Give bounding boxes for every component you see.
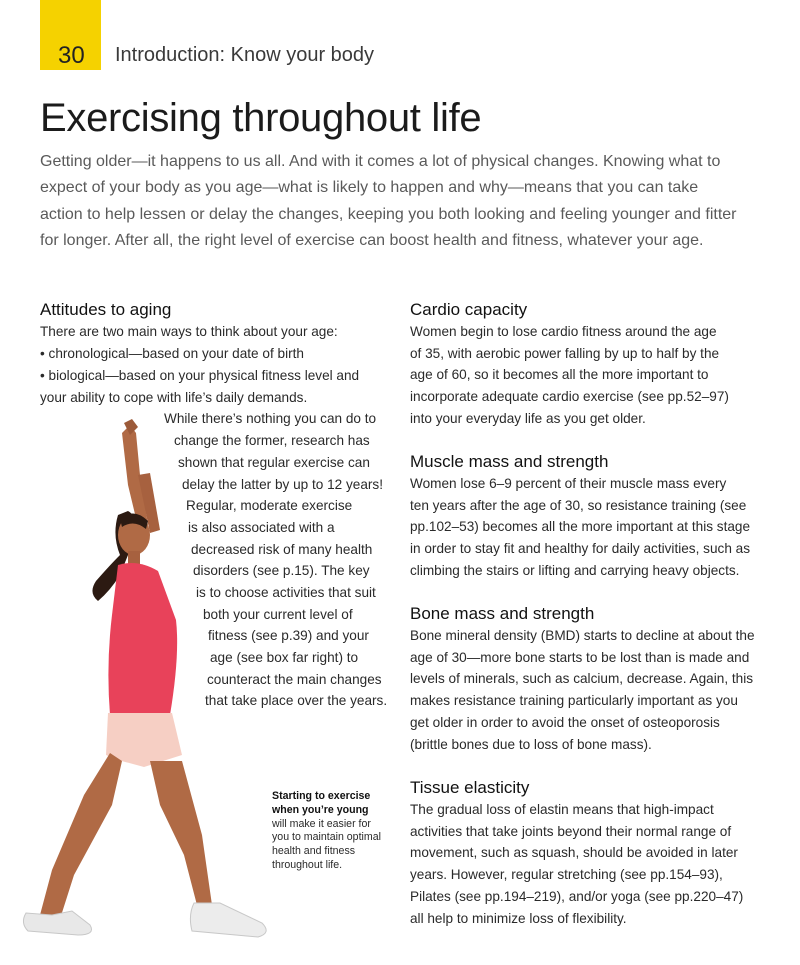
wrap-line: change the former, research has [174, 433, 370, 448]
caption-bold-line: Starting to exercise [272, 790, 371, 802]
wrap-line: is also associated with a [188, 520, 335, 535]
intro-paragraph [40, 149, 770, 254]
wrap-line: fitness (see p.39) and your [208, 628, 369, 643]
wrap-line: that take place over the years. [205, 693, 388, 708]
wrap-line: both your current level of [203, 607, 353, 622]
page-title: Exercising throughout life [40, 96, 482, 140]
wrap-line: age (see box far right) to [210, 650, 359, 665]
intro-line: Getting older—it happens to us all. And with it comes a lot of physical changes. Knowing what to [40, 153, 721, 170]
cardio-line: age of 60, so it becomes all the more important to [410, 367, 709, 383]
bone-line: makes resistance training particularly important as you [410, 693, 738, 709]
tissue-line: all help to minimize loss of flexibility. [410, 910, 627, 926]
cardio-line: incorporate adequate cardio exercise (see pp.52–97) [410, 389, 729, 405]
caption-line: you to maintain optimal [272, 831, 381, 844]
cardio-line: into your everyday life as you get older. [410, 410, 646, 426]
caption-bold-line: when you’re young [272, 803, 369, 816]
wrap-line: delay the latter by up to 12 years! [182, 477, 384, 492]
tissue-line: years. However, regular stretching (see pp.154–93), [410, 867, 723, 883]
bone-line: (brittle bones due to loss of bone mass). [410, 736, 652, 752]
cardio-heading: Cardio capacity [410, 300, 528, 319]
wrap-line: counteract the main changes [207, 672, 382, 687]
bone-heading: Bone mass and strength [410, 604, 595, 623]
muscle-heading: Muscle mass and strength [410, 452, 609, 471]
tissue-line: movement, such as squash, should be avoided in later [410, 845, 738, 861]
tissue-line: Pilates (see pp.194–219), and/or yoga (see pp.220–47) [410, 888, 744, 904]
intro-line: action to help lessen or delay the changes, keeping you both looking and feeling younger and fitter [40, 205, 737, 223]
wrap-line: is to choose activities that suit [196, 585, 376, 600]
tissue-paragraph [410, 799, 743, 929]
bone-line: age of 30—more bone starts to be lost than is made and [410, 649, 750, 665]
attitudes-line: There are two main ways to think about your age: [40, 324, 338, 339]
stretching-woman-illustration [0, 415, 270, 965]
muscle-line: Women lose 6–9 percent of their muscle mass every [410, 476, 727, 491]
attitudes-line: your ability to cope with life’s daily demands. [40, 390, 308, 405]
cardio-paragraph [410, 321, 729, 430]
muscle-line: in order to stay fit and healthy for daily activities, such as [410, 541, 751, 557]
caption-line: health and fitness [272, 845, 356, 858]
running-head: Introduction: Know your body [115, 44, 375, 66]
bone-paragraph [410, 625, 755, 755]
attitudes-bullet: • chronological—based on your date of birth [40, 346, 304, 361]
muscle-line: ten years after the age of 30, so resistance training (see [410, 497, 747, 513]
bone-line: Bone mineral density (BMD) starts to decline at about the [410, 628, 755, 643]
bone-line: levels of minerals, such as calcium, decrease. Again, this [410, 671, 754, 687]
figure-caption [272, 790, 402, 873]
muscle-paragraph [410, 473, 750, 582]
intro-line: for longer. After all, the right level of exercise can boost health and fitness, whatever your age. [40, 231, 704, 249]
tissue-heading: Tissue elasticity [410, 778, 530, 797]
muscle-line: pp.102–53) becomes all the more important at this stage [410, 519, 751, 535]
attitudes-bullet: • biological—based on your physical fitness level and [40, 368, 360, 383]
wrap-line: While there’s nothing you can do to [164, 411, 377, 426]
tissue-line: The gradual loss of elastin means that high-impact [410, 802, 714, 817]
attitudes-heading: Attitudes to aging [40, 300, 172, 319]
intro-line: expect of your body as you age—what is likely to happen and why—means that you can take [40, 179, 699, 197]
wrap-line: Regular, moderate exercise [186, 498, 353, 513]
bone-line: get older in order to avoid the onset of osteoporosis [410, 714, 720, 730]
caption-line: will make it easier for [272, 817, 371, 830]
cardio-line: of 35, with aerobic power falling by up to half by the [410, 345, 720, 361]
wrap-line: shown that regular exercise can [178, 455, 370, 470]
muscle-line: climbing the stairs or lifting and carrying heavy objects. [410, 562, 740, 578]
wrap-line: disorders (see p.15). The key [193, 563, 370, 578]
tissue-line: activities that take joints beyond their normal range of [410, 823, 732, 839]
wrap-line: decreased risk of many health [191, 542, 373, 557]
cardio-line: Women begin to lose cardio fitness around the age [410, 324, 717, 339]
caption-line: throughout life. [272, 858, 343, 871]
page-number: 30 [58, 42, 85, 69]
